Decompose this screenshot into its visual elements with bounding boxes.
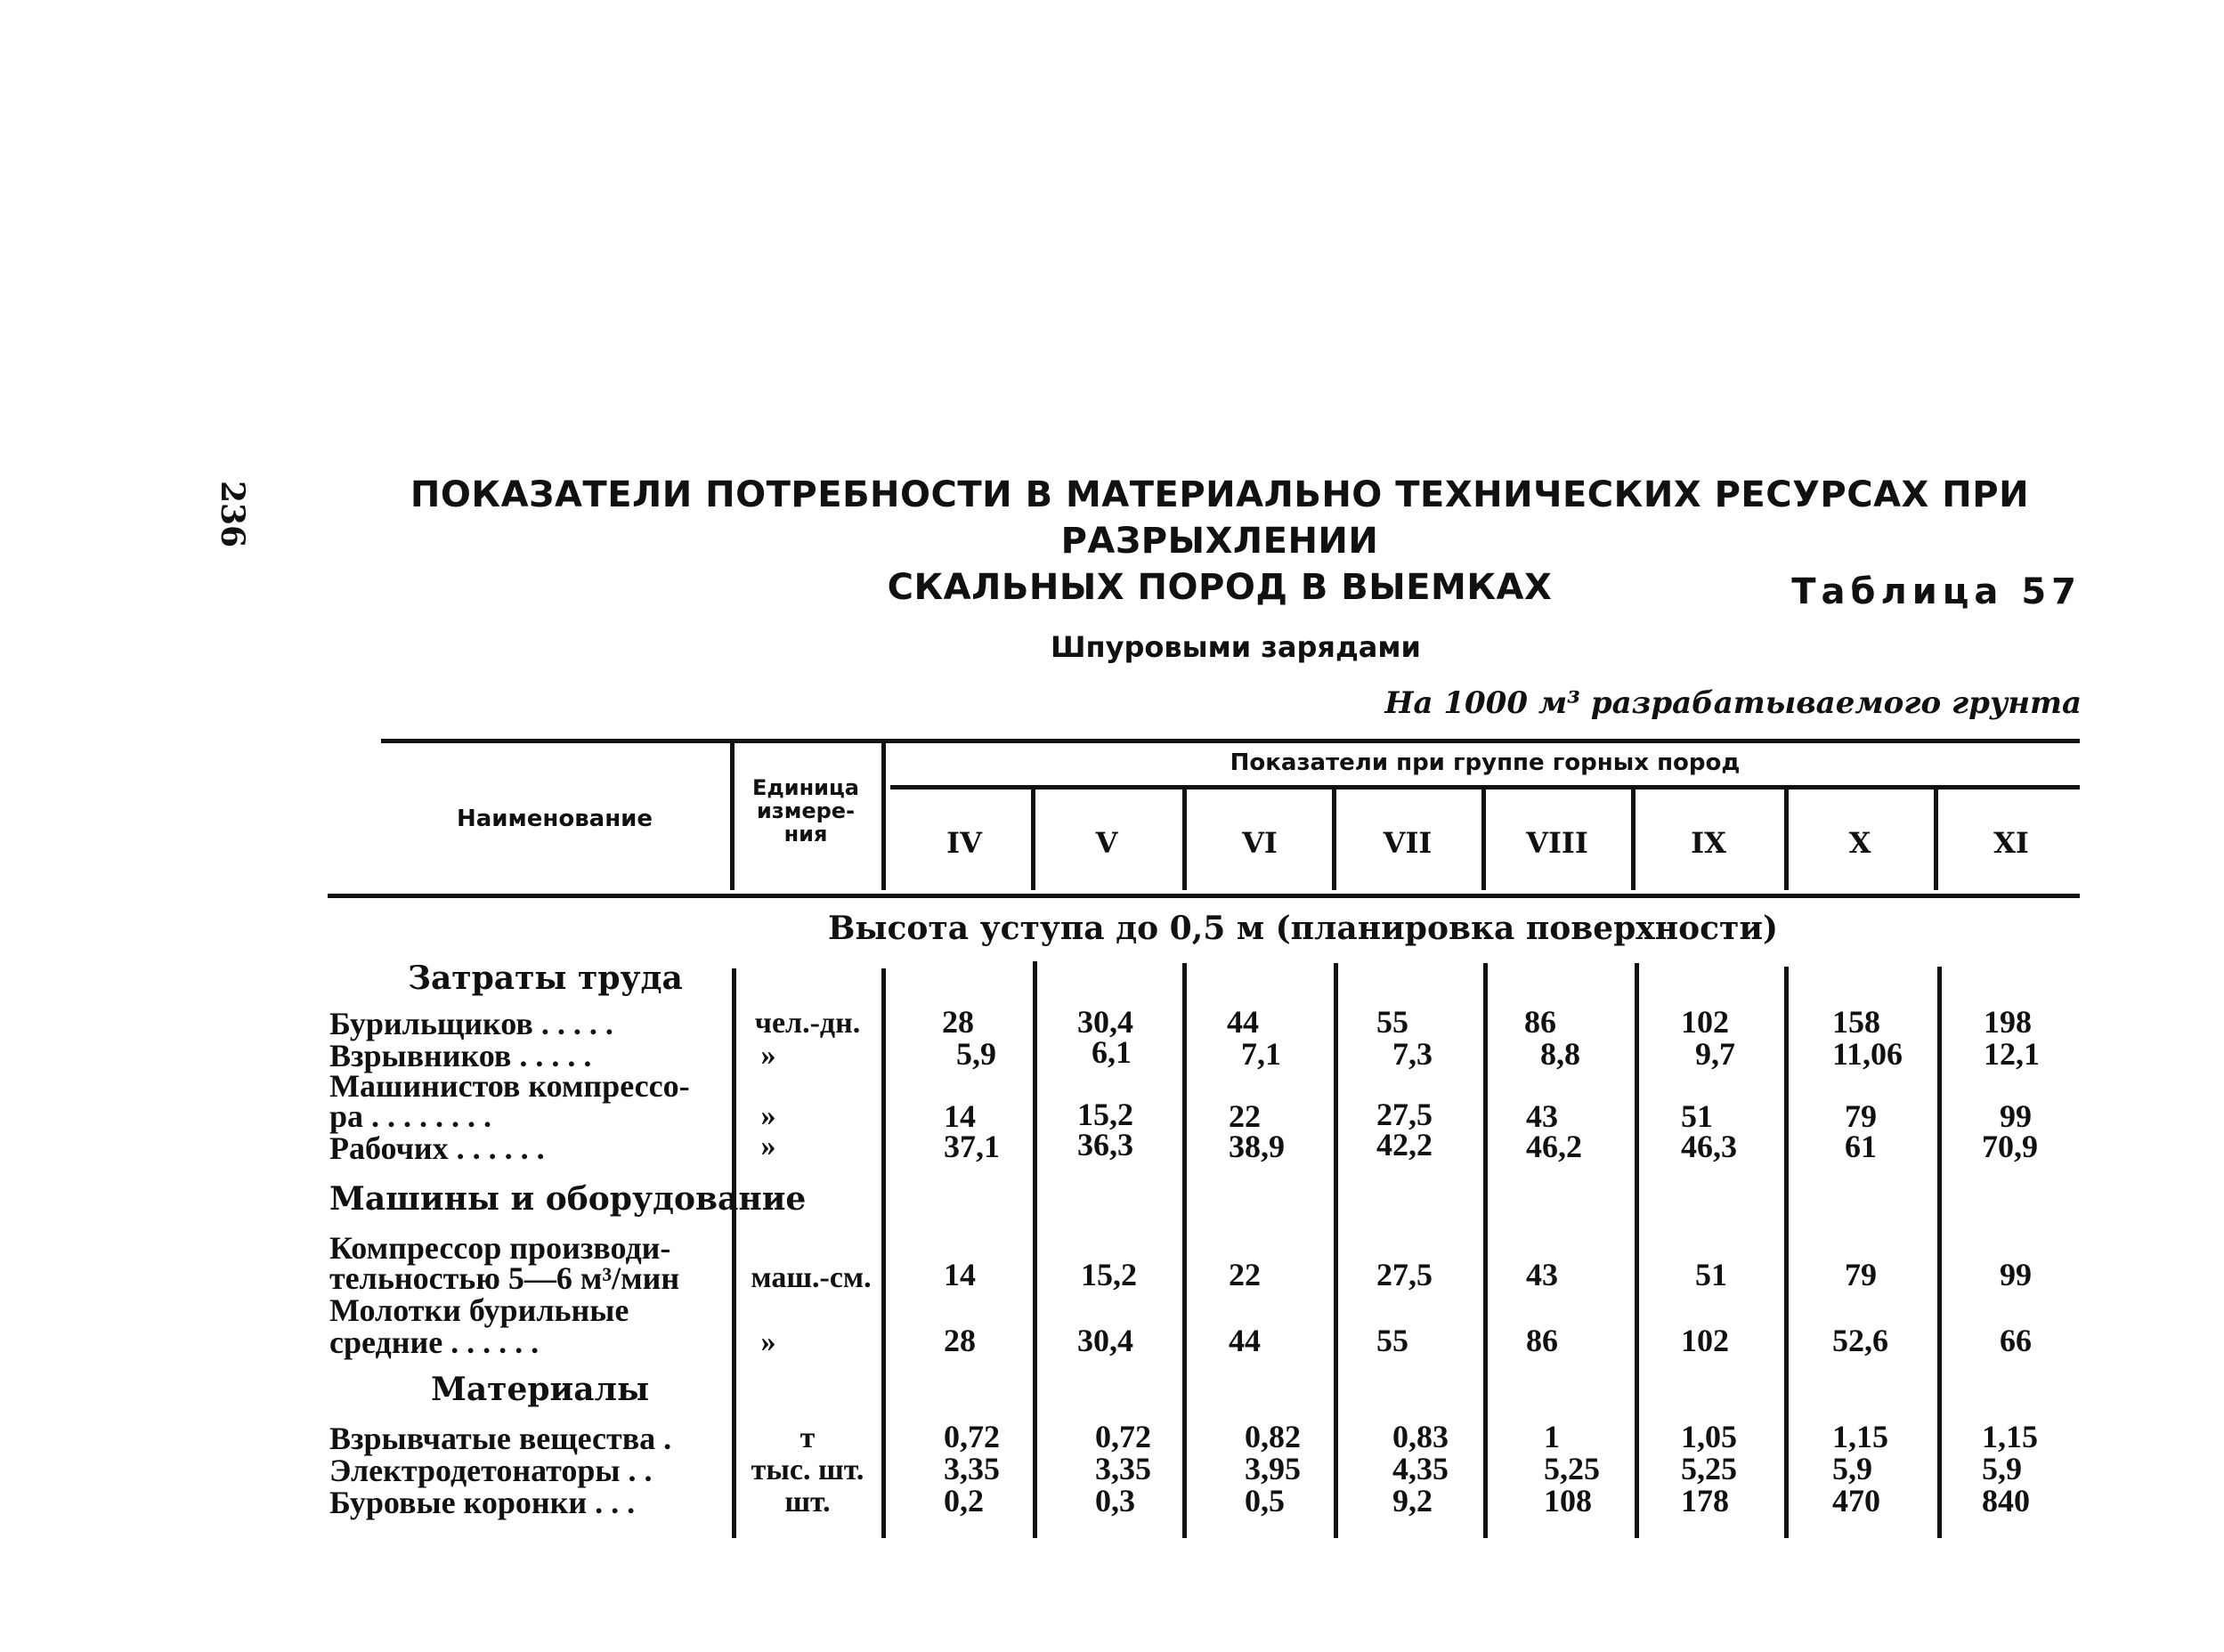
table-cell: 22: [1229, 1098, 1261, 1134]
table-cell: 198: [1984, 1004, 2032, 1040]
column-header: IX: [1691, 826, 1726, 860]
table-cell: 0,2: [944, 1483, 984, 1518]
title-line-1: ПОКАЗАТЕЛИ ПОТРЕБНОСТИ В МАТЕРИАЛЬНО ТЕХНИЧЕСКИХ РЕСУРСАХ ПРИ РАЗРЫХЛЕНИИ: [410, 474, 2030, 562]
table-cell: 102: [1681, 1323, 1729, 1358]
row-name: Буровые коронки . . .: [329, 1485, 636, 1520]
table-cell: 0,72: [1095, 1419, 1151, 1454]
table-cell: 1,15: [1982, 1419, 2038, 1454]
column-header: VI: [1242, 826, 1278, 860]
body-divider: [1334, 963, 1338, 1538]
header-name: Наименование: [456, 806, 653, 832]
header-group: Показатели при группе горных пород: [1230, 749, 1741, 776]
column-header: X: [1848, 826, 1871, 860]
table-cell: 44: [1227, 1004, 1259, 1040]
title-line-2: СКАЛЬНЫХ ПОРОД В ВЫЕМКАХ: [887, 567, 1553, 608]
table-top-rule: [381, 739, 2080, 743]
header-divider: [1481, 788, 1486, 890]
table-cell: 8,8: [1540, 1036, 1580, 1072]
row-name: Взрывчатые вещества .: [329, 1421, 672, 1456]
table-cell: 66: [2000, 1323, 2032, 1358]
row-unit: маш.-см.: [751, 1261, 872, 1294]
table-cell: 55: [1376, 1323, 1408, 1358]
header-divider: [1631, 788, 1636, 890]
section-labor: Затраты труда: [408, 960, 683, 997]
row-name: Электродетонаторы . .: [329, 1453, 653, 1488]
header-divider: [1031, 788, 1035, 890]
header-bottom-rule: [328, 894, 2080, 898]
table-cell: 42,2: [1376, 1127, 1433, 1162]
table-cell: 11,06: [1832, 1036, 1903, 1072]
column-header: XI: [1993, 826, 2029, 860]
table-cell: 15,2: [1081, 1257, 1137, 1292]
section-machines: Машины и оборудование: [329, 1180, 807, 1218]
header-unit: Единица измере- ния: [752, 775, 859, 846]
table-cell: 51: [1695, 1257, 1727, 1292]
table-cell: 1: [1544, 1419, 1560, 1454]
table-cell: 14: [944, 1098, 976, 1134]
table-cell: 27,5: [1376, 1097, 1433, 1132]
row-unit: тыс. шт.: [751, 1454, 864, 1486]
row-unit: »: [760, 1325, 776, 1358]
table-cell: 12,1: [1984, 1036, 2040, 1072]
row-name-cont: средние . . . . . .: [329, 1324, 540, 1360]
table-cell: 86: [1526, 1323, 1558, 1358]
body-divider: [1033, 961, 1037, 1538]
column-header: VIII: [1526, 826, 1588, 860]
row-name: Рабочих . . . . . .: [329, 1130, 545, 1166]
row-unit: »: [760, 1039, 776, 1072]
table-cell: 27,5: [1376, 1257, 1433, 1292]
table-cell: 178: [1681, 1483, 1729, 1518]
table-cell: 37,1: [944, 1129, 1000, 1164]
table-cell: 840: [1982, 1483, 2030, 1518]
body-divider: [1635, 963, 1639, 1538]
row-name: Компрессор производи-: [329, 1230, 671, 1266]
table-cell: 4,35: [1392, 1451, 1449, 1486]
unit-note: На 1000 м³ разрабатываемого грунта: [1384, 685, 2082, 721]
table-cell: 70,9: [1982, 1129, 2038, 1164]
table-cell: 86: [1524, 1004, 1556, 1040]
header-divider: [1934, 788, 1938, 890]
table-cell: 470: [1832, 1483, 1880, 1518]
table-cell: 0,83: [1392, 1419, 1449, 1454]
table-cell: 3,35: [944, 1451, 1000, 1486]
table-cell: 1,05: [1681, 1419, 1737, 1454]
header-divider: [1332, 788, 1336, 890]
band-label: Высота уступа до 0,5 м (планировка поверхности): [828, 910, 1779, 947]
header-divider: [730, 741, 735, 890]
column-header: VII: [1383, 826, 1433, 860]
table-cell: 38,9: [1229, 1129, 1285, 1164]
row-unit: »: [760, 1130, 776, 1162]
table-cell: 0,3: [1095, 1483, 1135, 1518]
table-cell: 22: [1229, 1257, 1261, 1292]
table-cell: 0,72: [944, 1419, 1000, 1454]
table-cell: 46,2: [1526, 1129, 1582, 1164]
body-divider: [1937, 967, 1942, 1538]
row-name-cont: ра . . . . . . . .: [329, 1098, 492, 1134]
table-cell: 5,25: [1544, 1451, 1600, 1486]
body-divider: [1182, 963, 1187, 1538]
table-cell: 102: [1681, 1004, 1729, 1040]
row-unit: шт.: [784, 1486, 831, 1518]
row-name: Бурильщиков . . . . .: [329, 1006, 613, 1041]
page-number: 236: [214, 481, 251, 548]
row-unit: т: [800, 1421, 816, 1454]
row-name: Молотки бурильные: [329, 1292, 629, 1328]
table-cell: 5,25: [1681, 1451, 1737, 1486]
table-cell: 30,4: [1077, 1004, 1133, 1040]
table-cell: 3,95: [1245, 1451, 1301, 1486]
table-cell: 99: [2000, 1098, 2032, 1134]
table-cell: 7,1: [1241, 1036, 1281, 1072]
table-cell: 51: [1681, 1098, 1713, 1134]
table-cell: 28: [944, 1323, 976, 1358]
table-cell: 28: [942, 1004, 974, 1040]
table-cell: 43: [1526, 1257, 1558, 1292]
row-name: Взрывников . . . . .: [329, 1038, 592, 1073]
table-cell: 15,2: [1077, 1097, 1133, 1132]
table-cell: 9,2: [1392, 1483, 1433, 1518]
table-cell: 1,15: [1832, 1419, 1888, 1454]
table-cell: 44: [1229, 1323, 1261, 1358]
table-cell: 5,9: [956, 1036, 996, 1072]
table-cell: 0,5: [1245, 1483, 1285, 1518]
table-cell: 61: [1845, 1129, 1877, 1164]
body-divider: [1483, 963, 1488, 1538]
table-cell: 5,9: [1832, 1451, 1872, 1486]
table-cell: 52,6: [1832, 1323, 1888, 1358]
table-cell: 3,35: [1095, 1451, 1151, 1486]
row-name: Машинистов компрессо-: [329, 1068, 690, 1104]
table-cell: 46,3: [1681, 1129, 1737, 1164]
table-subtitle: Шпуровыми зарядами: [1051, 630, 1421, 664]
table-cell: 30,4: [1077, 1323, 1133, 1358]
body-divider: [1784, 967, 1789, 1538]
row-unit: чел.-дн.: [754, 1007, 861, 1040]
table-cell: 5,9: [1982, 1451, 2022, 1486]
header-divider: [881, 741, 886, 890]
table-cell: 7,3: [1392, 1036, 1433, 1072]
table-cell: 0,82: [1245, 1419, 1301, 1454]
table-cell: 6,1: [1092, 1034, 1132, 1070]
table-cell: 9,7: [1695, 1036, 1735, 1072]
header-divider: [1182, 788, 1187, 890]
row-name-cont: тельностью 5—6 м³/мин: [329, 1260, 680, 1296]
section-materials: Материалы: [431, 1371, 650, 1408]
table-label: Таблица 57: [1791, 571, 2082, 612]
header-divider: [1784, 788, 1789, 890]
column-header: V: [1095, 826, 1118, 860]
table-cell: 108: [1544, 1483, 1592, 1518]
table-cell: 99: [2000, 1257, 2032, 1292]
table-cell: 158: [1832, 1004, 1880, 1040]
table-cell: 79: [1845, 1257, 1877, 1292]
table-cell: 79: [1845, 1098, 1877, 1134]
row-unit: »: [760, 1099, 776, 1132]
table-cell: 14: [944, 1257, 976, 1292]
table-cell: 43: [1526, 1098, 1558, 1134]
table-cell: 55: [1376, 1004, 1408, 1040]
table-cell: 36,3: [1077, 1127, 1133, 1162]
column-header: IV: [946, 826, 982, 860]
